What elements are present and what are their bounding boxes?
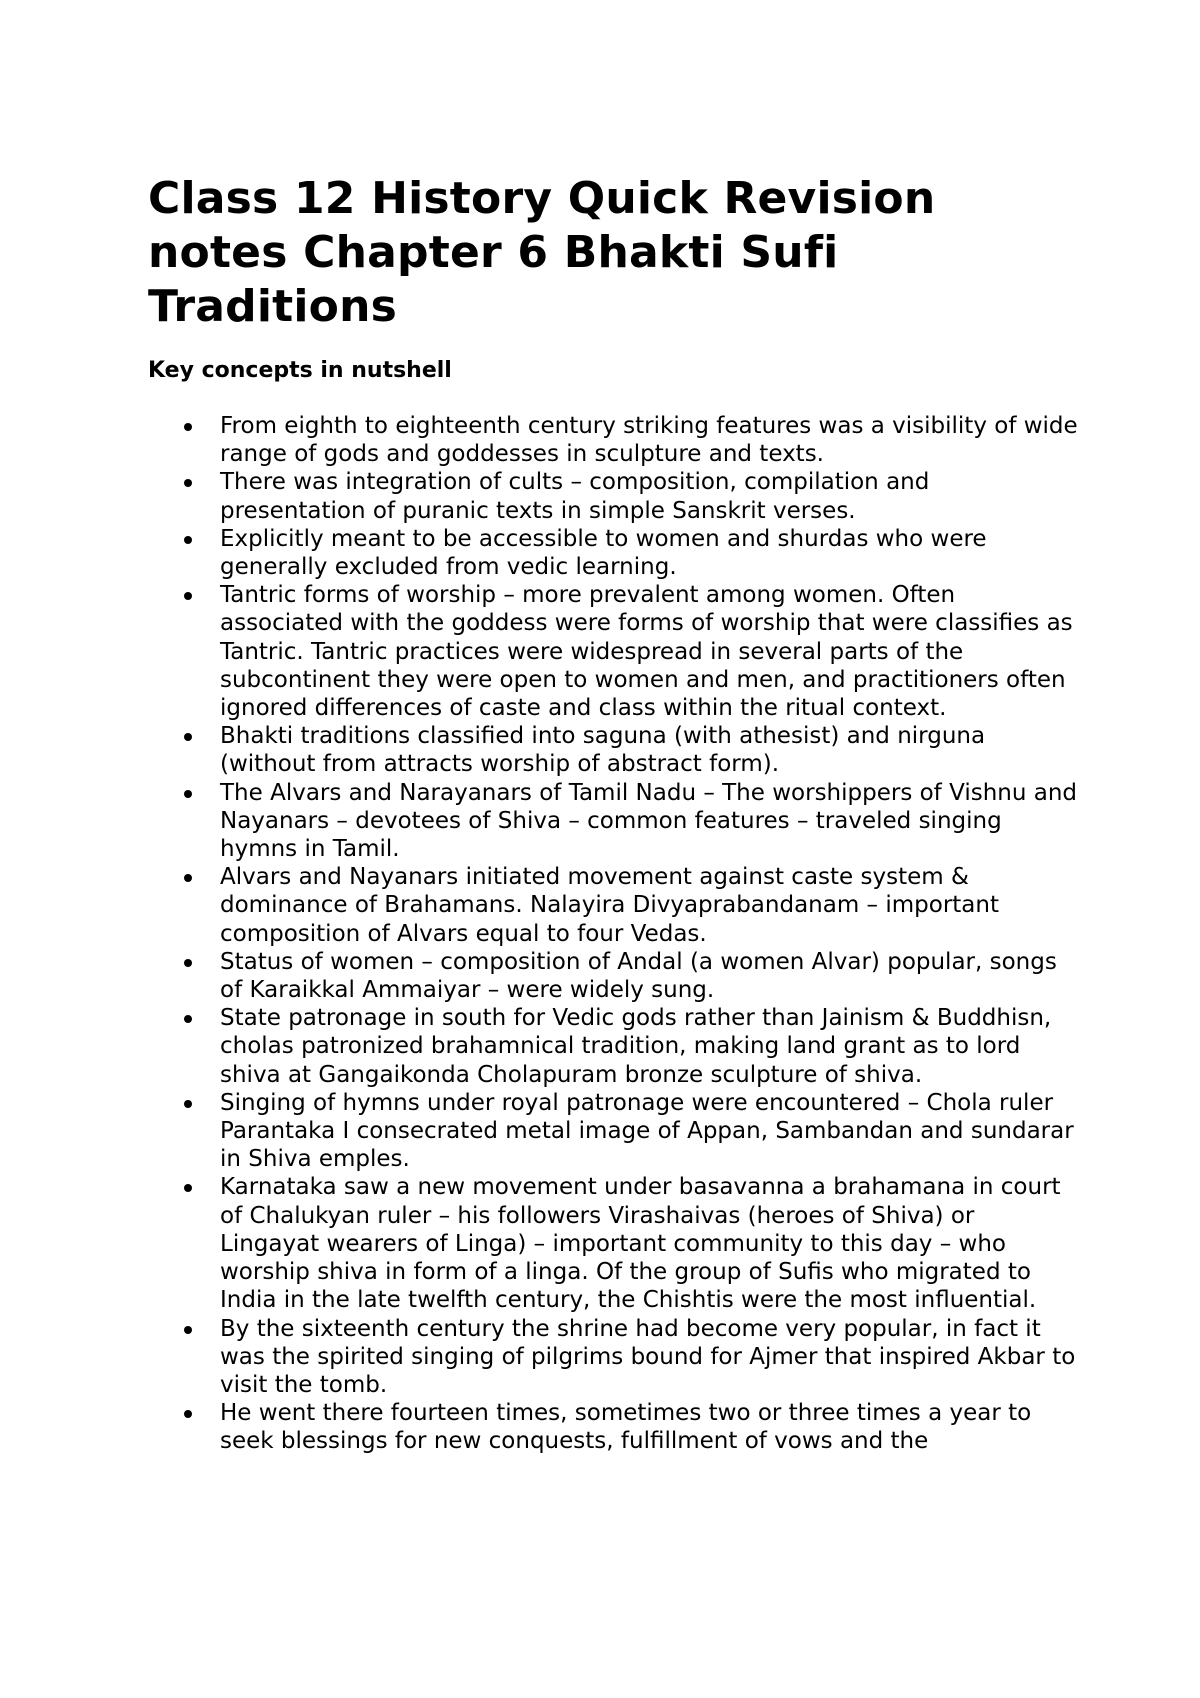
section-subheading: Key concepts in nutshell bbox=[148, 358, 452, 383]
list-item bbox=[148, 468, 1078, 524]
list-item-text: Tantric forms of worship – more prevalent among women. Often associated with the goddess were forms of worship that were classifies as Tantric. Tantric practices were widespread in several parts of the subcontinent they were open to women and men, and practitioners often ignored differences of caste and class within the ritual context. bbox=[220, 582, 1073, 722]
bullet-icon bbox=[184, 1184, 192, 1192]
list-item-text: There was integration of cults – composition, compilation and presentation of puranic texts in simple Sanskrit verses. bbox=[220, 469, 930, 524]
bullet-icon bbox=[184, 423, 192, 431]
list-item-text: He went there fourteen times, sometimes two or three times a year to seek blessings for new conquests, fulfillment of vows and the bbox=[220, 1400, 1032, 1455]
list-item bbox=[148, 779, 1078, 864]
list-item-text: Karnataka saw a new movement under basavanna a brahamana in court of Chalukyan ruler – his followers Virashaivas (heroes of Shiva) or Lingayat wearers of Linga) – important community to this day – who worship shiva in form of a linga. Of the group of Sufis who migrated to India in the late twelfth century, the Chishtis were the most influential. bbox=[220, 1174, 1061, 1314]
bullet-icon bbox=[184, 1015, 192, 1023]
list-item bbox=[148, 1399, 1078, 1455]
list-item-text: By the sixteenth century the shrine had become very popular, in fact it was the spirited singing of pilgrims bound for Ajmer that inspired Akbar to visit the tomb. bbox=[220, 1315, 1076, 1398]
list-item bbox=[148, 1089, 1078, 1174]
bullet-icon bbox=[184, 959, 192, 967]
document-page bbox=[148, 172, 1078, 1456]
bullet-icon bbox=[184, 1100, 192, 1108]
bullet-icon bbox=[184, 790, 192, 798]
list-item-text: Bhakti traditions classified into saguna (with athesist) and nirguna (without from attracts worship of abstract form). bbox=[220, 723, 986, 778]
bullet-icon bbox=[184, 733, 192, 741]
bullet-icon bbox=[184, 536, 192, 544]
list-item bbox=[148, 863, 1078, 948]
list-item bbox=[148, 412, 1078, 468]
bullet-list bbox=[148, 412, 1078, 1456]
list-item bbox=[148, 525, 1078, 581]
list-item-text: Alvars and Nayanars initiated movement against caste system & dominance of Brahamans. Nalayira Divyaprabandanam – important composition of Alvars equal to four Vedas. bbox=[220, 864, 999, 947]
list-item bbox=[148, 1173, 1078, 1314]
list-item-text: The Alvars and Narayanars of Tamil Nadu – The worshippers of Vishnu and Nayanars – devotees of Shiva – common features – traveled singing hymns in Tamil. bbox=[220, 779, 1078, 863]
list-item-text: Status of women – composition of Andal (a women Alvar) popular, songs of Karaikkal Ammaiyar – were widely sung. bbox=[220, 948, 1057, 1004]
list-item bbox=[148, 1315, 1078, 1400]
bullet-icon bbox=[184, 1326, 192, 1334]
bullet-icon bbox=[184, 592, 192, 600]
list-item bbox=[148, 948, 1078, 1004]
bullet-icon bbox=[184, 874, 192, 882]
list-item bbox=[148, 581, 1078, 722]
bullet-icon bbox=[184, 1410, 192, 1418]
list-item-text: Explicitly meant to be accessible to women and shurdas who were generally excluded from vedic learning. bbox=[220, 525, 987, 581]
list-item bbox=[148, 722, 1078, 778]
list-item-text: Singing of hymns under royal patronage were encountered – Chola ruler Parantaka I consecrated metal image of Appan, Sambandan and sundarar in Shiva emples. bbox=[220, 1089, 1074, 1173]
bullet-icon bbox=[184, 479, 192, 487]
list-item-text: State patronage in south for Vedic gods rather than Jainism & Buddhisn, cholas patronized brahamnical tradition, making land grant as to lord shiva at Gangaikonda Cholapuram bronze sculpture of shiva. bbox=[220, 1005, 1052, 1088]
list-item bbox=[148, 1004, 1078, 1089]
list-item-text: From eighth to eighteenth century striking features was a visibility of wide range of gods and goddesses in sculpture and texts. bbox=[220, 413, 1078, 468]
document-title: Class 12 History Quick Revision notes Chapter 6 Bhakti Sufi Traditions bbox=[148, 173, 936, 332]
